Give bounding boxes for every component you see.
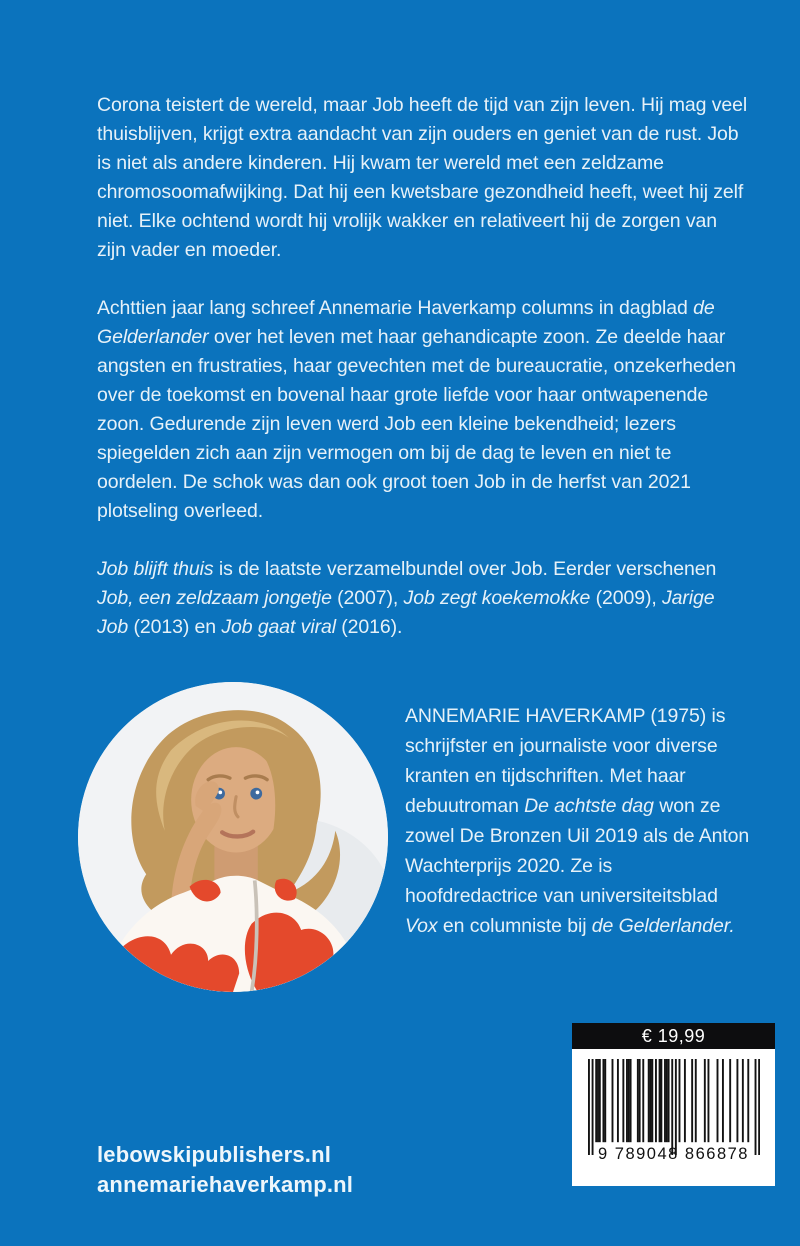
author-url: annemariehaverkamp.nl [97, 1172, 354, 1197]
synopsis-paragraph: Corona teistert de wereld, maar Job heeft de tijd van zijn leven. Hij mag veel thuisblijven, krijgt extra aandacht van zijn ouders en geniet van de rust. Job is niet als andere kinderen. Hij kwam ter wereld met een zeldzame chromosoomafwijking. Dat hij een kwetsbare gezondheid heeft, weet hij zelf niet. Elke ochtend wordt hij vrolijk wakker en relativeert hij de zorgen van zijn vader en moeder. [97, 94, 748, 261]
price-text: € 19,99 [641, 1026, 706, 1046]
author-bio: ANNEMARIE HAVERKAMP (1975) is schrijfster en journaliste voor diverse kranten en tijdschriften. Met haar debuutroman De achtste dag won ze zowel De Bronzen Uil 2019 als de Anton Wachterprijs 2020. Ze is hoofdredactrice van universiteitsblad Vox en columniste bij de Gelderlander. [405, 705, 750, 937]
price-band [572, 1023, 775, 1049]
barcode-box [572, 1049, 775, 1186]
price-barcode-sticker [572, 1023, 775, 1186]
isbn-number: 9 789048 866878 [598, 1145, 749, 1163]
footer-urls [97, 1140, 353, 1200]
book-series-paragraph: Job blijft thuis is de laatste verzamelbundel over Job. Eerder verschenen Job, een zeldzaam jongetje (2007), Job zegt koekemokke (2009), Jarige Job (2013) en Job gaat viral (2016). [97, 558, 717, 638]
author-portrait-illustration [78, 682, 388, 992]
back-cover-text [97, 91, 749, 671]
columns-history-paragraph: Achttien jaar lang schreef Annemarie Haverkamp columns in dagblad de Gelderlander over het leven met haar gehandicapte zoon. Ze deelde haar angsten en frustraties, haar gevechten met de bureaucratie, onzekerheden over de toekomst en bovenal haar grote liefde voor haar ontwapenende zoon. Gedurende zijn leven werd Job een kleine bekendheid; lezers spiegelden zich aan zijn vermogen om bij de dag te leven en niet te oordelen. De schok was dan ook groot toen Job in de herfst van 2021 plotseling overleed. [97, 297, 736, 522]
ean13-barcode [588, 1059, 760, 1155]
publisher-url: lebowskipublishers.nl [97, 1142, 332, 1167]
author-photo [78, 682, 388, 992]
